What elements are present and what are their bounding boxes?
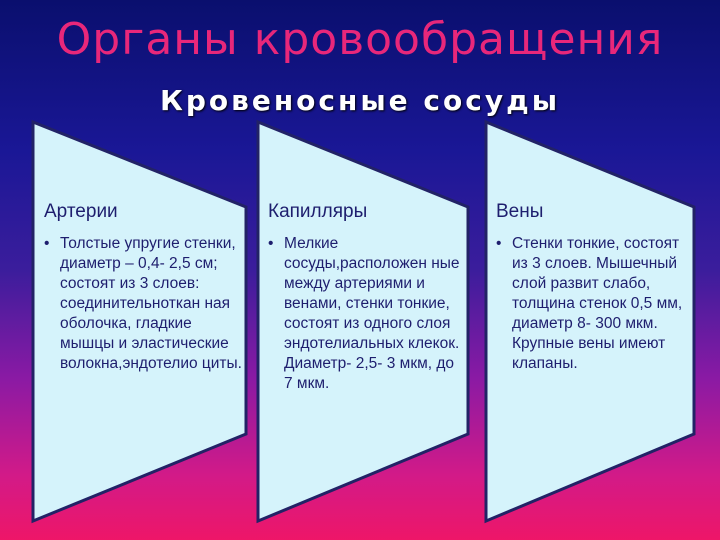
column-text: Стенки тонкие, состоят из 3 слоев. Мышечный слой развит слабо, толщина стенок 0,5 мм, диаметр 8- 300 мкм. Крупные вены имеют клапаны. — [512, 235, 683, 372]
slide-subtitle: Кровеносные сосуды — [159, 84, 561, 117]
bullet-icon: • — [268, 235, 274, 252]
column-text: Толстые упругие стенки, диаметр – 0,4- 2,5 см; состоят из 3 слоев: соединительноткан ная оболочка, гладкие мышцы и эластические волокна,эндотелио циты. — [60, 235, 242, 372]
column-heading: Капилляры — [268, 201, 368, 222]
column-heading: Вены — [496, 201, 544, 222]
column-body — [496, 234, 688, 374]
bullet-icon: • — [44, 235, 50, 252]
column-body — [44, 234, 244, 374]
column-heading: Артерии — [44, 201, 118, 222]
slide-title: Органы кровообращения — [56, 14, 664, 65]
column-body — [268, 234, 464, 394]
bullet-icon: • — [496, 235, 502, 252]
column-text: Мелкие сосуды,расположен ные между артериями и венами, стенки тонкие, состоят из одного слоя эндотелиальных клекок. Диаметр- 2,5- 3 мкм, до 7 мкм. — [284, 235, 460, 392]
